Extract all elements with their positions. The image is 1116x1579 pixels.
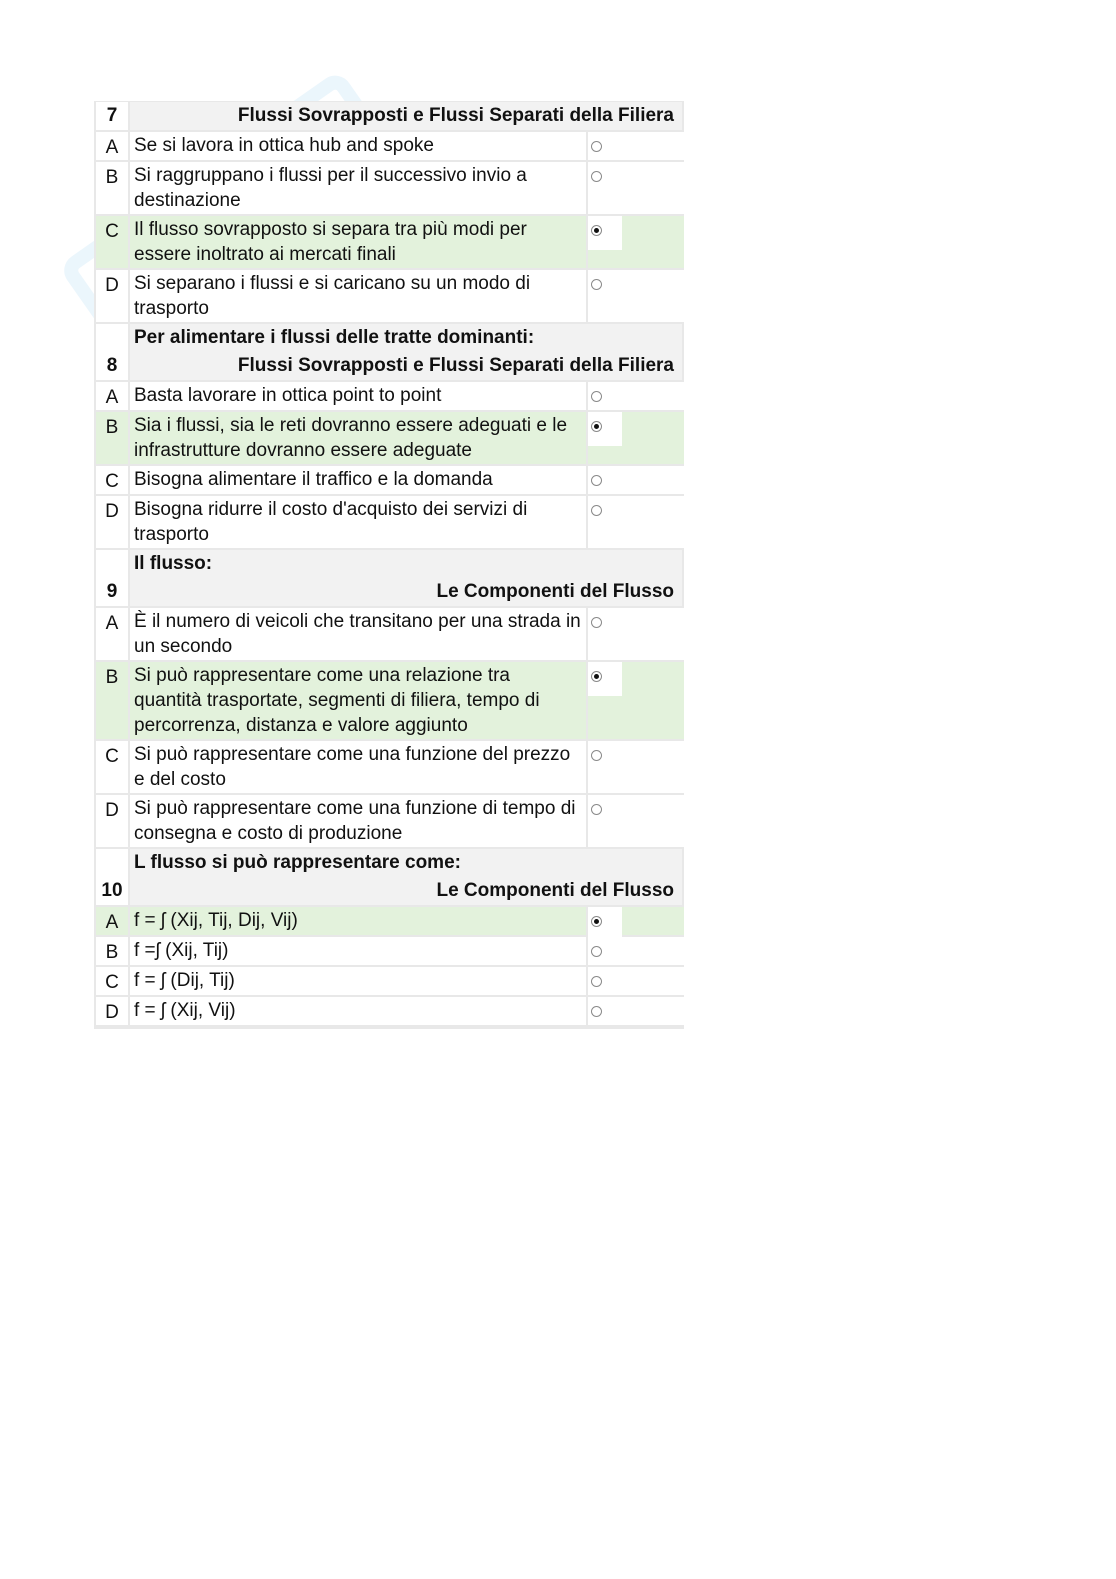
radio-cell-top (588, 382, 622, 416)
answer-option (94, 496, 684, 548)
extra-cell (622, 997, 684, 1025)
radio-cell (588, 270, 622, 322)
question-title-cell (130, 849, 682, 905)
answer-option (94, 608, 684, 660)
radio-button[interactable] (591, 505, 602, 516)
question-stem: L flusso si può rappresentare come: (134, 852, 461, 873)
radio-cell (588, 741, 622, 793)
option-text: f = ʃ (Xij, Tij, Dij, Vij) (130, 907, 586, 935)
extra-cell (622, 412, 684, 464)
radio-cell-top (588, 795, 622, 829)
option-text: Si può rappresentare come una funzione del prezzo e del costo (130, 741, 586, 793)
radio-button[interactable] (591, 946, 602, 957)
radio-cell (588, 466, 622, 494)
radio-cell-top (588, 162, 622, 196)
question-stem: Il flusso: (134, 553, 213, 574)
answer-option (94, 795, 684, 847)
option-letter: B (96, 162, 128, 214)
option-letter: B (96, 412, 128, 464)
radio-cell (588, 162, 622, 214)
question-title-cell (130, 102, 682, 130)
radio-cell (588, 496, 622, 548)
option-letter: C (96, 741, 128, 793)
radio-cell (588, 132, 622, 160)
radio-cell (588, 382, 622, 410)
extra-cell (622, 937, 684, 965)
option-letter: A (96, 907, 128, 935)
option-text: Il flusso sovrapposto si separa tra più modi per essere inoltrato ai mercati finali (130, 216, 586, 268)
question-title-cell (130, 550, 682, 606)
option-letter: C (96, 216, 128, 268)
question-topic: Le Componenti del Flusso (436, 581, 674, 602)
option-text: È il numero di veicoli che transitano per una strada in un secondo (130, 608, 586, 660)
question-number: 10 (96, 849, 128, 905)
answer-option (94, 662, 684, 739)
option-letter: C (96, 466, 128, 494)
option-letter: D (96, 795, 128, 847)
radio-cell (588, 216, 622, 268)
option-text: Se si lavora in ottica hub and spoke (130, 132, 586, 160)
option-text: Basta lavorare in ottica point to point (130, 382, 586, 410)
radio-cell-top (588, 997, 622, 1031)
radio-cell-top (588, 496, 622, 530)
radio-cell (588, 412, 622, 464)
option-letter: A (96, 608, 128, 660)
radio-cell-top (588, 466, 622, 500)
radio-button[interactable] (591, 617, 602, 628)
radio-cell (588, 937, 622, 965)
radio-button[interactable] (591, 141, 602, 152)
answer-option (94, 967, 684, 995)
radio-cell-top (588, 216, 622, 250)
answer-option (94, 132, 684, 160)
radio-cell-top (588, 662, 622, 696)
extra-cell (622, 741, 684, 793)
answer-option (94, 997, 684, 1025)
radio-button[interactable] (591, 279, 602, 290)
option-text: Bisogna ridurre il costo d'acquisto dei servizi di trasporto (130, 496, 586, 548)
extra-cell (622, 496, 684, 548)
quiz-table (94, 101, 684, 1029)
question-topic: Le Componenti del Flusso (436, 880, 674, 901)
extra-cell (622, 382, 684, 410)
answer-option (94, 741, 684, 793)
option-letter: B (96, 662, 128, 739)
answer-option (94, 382, 684, 410)
radio-cell (588, 795, 622, 847)
radio-button-selected[interactable] (591, 225, 602, 236)
radio-cell (588, 967, 622, 995)
option-text: Si raggruppano i flussi per il successivo invio a destinazione (130, 162, 586, 214)
option-text: Si può rappresentare come una funzione di tempo di consegna e costo di produzione (130, 795, 586, 847)
extra-cell (622, 162, 684, 214)
radio-cell (588, 662, 622, 739)
radio-button-selected[interactable] (591, 916, 602, 927)
option-letter: A (96, 382, 128, 410)
radio-button[interactable] (591, 1006, 602, 1017)
radio-cell-top (588, 608, 622, 642)
extra-cell (622, 967, 684, 995)
question-header (94, 102, 684, 130)
radio-button[interactable] (591, 475, 602, 486)
option-letter: A (96, 132, 128, 160)
question-stem: Per alimentare i flussi delle tratte dominanti: (134, 327, 535, 348)
option-letter: D (96, 496, 128, 548)
question-header (94, 550, 684, 606)
answer-option (94, 162, 684, 214)
extra-cell (622, 466, 684, 494)
option-text: f = ʃ (Dij, Tij) (130, 967, 586, 995)
radio-cell-top (588, 907, 622, 941)
option-text: Sia i flussi, sia le reti dovranno essere adeguati e le infrastrutture dovranno essere adeguate (130, 412, 586, 464)
option-letter: D (96, 997, 128, 1025)
question-number: 8 (96, 324, 128, 380)
radio-button[interactable] (591, 391, 602, 402)
radio-cell (588, 997, 622, 1025)
radio-button[interactable] (591, 804, 602, 815)
extra-cell (622, 216, 684, 268)
extra-cell (622, 662, 684, 739)
answer-option (94, 412, 684, 464)
question-header (94, 849, 684, 905)
radio-cell-top (588, 741, 622, 775)
option-letter: B (96, 937, 128, 965)
extra-cell (622, 907, 684, 935)
extra-cell (622, 132, 684, 160)
option-letter: D (96, 270, 128, 322)
extra-cell (622, 795, 684, 847)
option-text: Bisogna alimentare il traffico e la domanda (130, 466, 586, 494)
question-header (94, 324, 684, 380)
question-topic: Flussi Sovrapposti e Flussi Separati della Filiera (237, 105, 674, 126)
option-text: f = ʃ (Xij, Vij) (130, 997, 586, 1025)
question-number: 7 (96, 102, 128, 130)
radio-button-selected[interactable] (591, 421, 602, 432)
radio-cell-top (588, 937, 622, 971)
question-topic: Flussi Sovrapposti e Flussi Separati della Filiera (237, 355, 674, 376)
question-number: 9 (96, 550, 128, 606)
radio-cell (588, 608, 622, 660)
answer-option (94, 937, 684, 965)
radio-button[interactable] (591, 171, 602, 182)
extra-cell (622, 270, 684, 322)
answer-option (94, 270, 684, 322)
radio-button[interactable] (591, 976, 602, 987)
radio-cell (588, 907, 622, 935)
radio-cell-top (588, 270, 622, 304)
option-text: f =ʃ (Xij, Tij) (130, 937, 586, 965)
radio-cell-top (588, 132, 622, 166)
radio-cell-top (588, 412, 622, 446)
option-text: Si può rappresentare come una relazione tra quantità trasportate, segmenti di filiera, tempo di percorrenza, distanza e valore aggiunto (130, 662, 586, 739)
answer-option (94, 907, 684, 935)
question-title-cell (130, 324, 682, 380)
radio-button-selected[interactable] (591, 671, 602, 682)
extra-cell (622, 608, 684, 660)
answer-option (94, 216, 684, 268)
option-letter: C (96, 967, 128, 995)
radio-cell-top (588, 967, 622, 1001)
answer-option (94, 466, 684, 494)
option-text: Si separano i flussi e si caricano su un modo di trasporto (130, 270, 586, 322)
radio-button[interactable] (591, 750, 602, 761)
